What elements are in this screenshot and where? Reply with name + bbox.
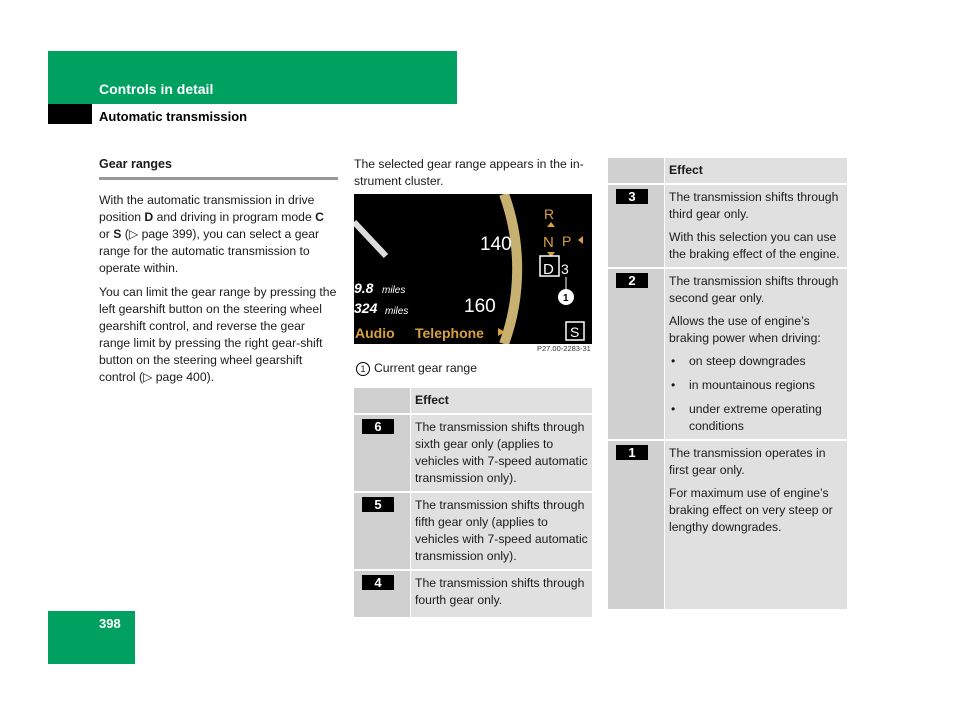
section-subtitle: Automatic transmission: [99, 109, 248, 124]
table-row: [608, 184, 847, 268]
miles-unit-1: miles: [382, 285, 406, 296]
mode-s: S: [570, 324, 580, 340]
effect-text: The transmission shifts through second gear only.: [669, 274, 839, 305]
table-row: [354, 570, 592, 617]
speed-140: 140: [480, 234, 512, 255]
table-header-effect: Effect: [411, 388, 593, 414]
effect-text: The transmission shifts through third gear only.: [669, 190, 839, 221]
page-number: 398: [99, 616, 121, 631]
table-header-row: [354, 388, 592, 414]
miles-value-1: 9.8: [354, 280, 374, 296]
gear-key-1: 1: [616, 445, 648, 460]
audio-label: Audio: [355, 325, 395, 341]
miles-unit-2: miles: [385, 306, 409, 317]
table-cell-effect: [665, 184, 848, 268]
speed-160: 160: [464, 296, 496, 317]
gear-table-1: [354, 388, 592, 617]
middle-intro: [354, 156, 592, 190]
gear-d: D: [543, 261, 554, 278]
effect-text: With this selection you can use the braking effect of the engine.: [669, 230, 840, 261]
gear-key-6: 6: [362, 419, 394, 434]
paragraph-limit: You can limit the gear range by pressing the left gearshift button on the steering wheel gearshift control, and reverse the gear range limit by pressing the right gear-shift button on the steering wheel gearshift control (▷ page 400).: [99, 285, 337, 384]
intro-text: The selected gear range appears in the in-strument cluster.: [354, 157, 584, 188]
table-header-row: [608, 158, 847, 184]
gear-3: 3: [561, 261, 569, 277]
gear-p: P: [562, 233, 572, 249]
effect-text: Allows the use of engine’s braking power when driving:: [669, 314, 821, 345]
gauge-arc: [504, 194, 517, 344]
list-item: • in mountainous regions: [669, 377, 843, 394]
gear-key-2: 2: [616, 273, 648, 288]
table-row: [354, 414, 592, 492]
gauge-needle: [354, 222, 386, 256]
gear-p-arrow-icon: [578, 236, 583, 244]
gear-key-4: 4: [362, 575, 394, 590]
left-column: [99, 156, 338, 393]
miles-value-2: 324: [354, 300, 378, 316]
table-cell-effect: The transmission shifts through fourth gear only.: [411, 570, 593, 617]
table-cell-effect: [665, 268, 848, 440]
table-cell-effect: The transmission shifts through sixth gear only (applies to vehicles with 7-speed automatic transmission only).: [411, 414, 593, 492]
list-item: • under extreme operating conditions: [669, 401, 843, 435]
instrument-cluster-image: [354, 194, 592, 344]
page-number-box: [48, 611, 135, 664]
effect-text: The transmission operates in first gear only.: [669, 446, 826, 477]
section-marker: [48, 104, 92, 124]
section-heading: Gear ranges: [99, 156, 338, 180]
table-row: [608, 268, 847, 440]
list-item: • on steep downgrades: [669, 353, 843, 370]
chapter-title: Controls in detail: [99, 81, 214, 97]
gear-key-5: 5: [362, 497, 394, 512]
gear-table-2: [608, 158, 847, 609]
table-row: [608, 440, 847, 609]
bullet-list: [669, 353, 843, 435]
table-cell-effect: [665, 440, 848, 609]
gear-key-3: 3: [616, 189, 648, 204]
callout-legend: [356, 361, 477, 376]
table-cell-effect: The transmission shifts through fifth gear only (applies to vehicles with 7-speed automatic transmission only).: [411, 492, 593, 570]
gear-r: R: [544, 206, 555, 222]
callout-text: Current gear range: [374, 361, 477, 375]
table-header-effect: Effect: [665, 158, 848, 184]
telephone-label: Telephone: [415, 325, 484, 341]
effect-text: For maximum use of engine’s braking effect on very steep or lengthy downgrades.: [669, 486, 833, 534]
callout-number-icon: 1: [356, 362, 370, 376]
table-row: [354, 492, 592, 570]
callout-marker-number: 1: [563, 293, 569, 304]
paragraph-gear-ranges: With the automatic transmission in drive position D and driving in program mode C or S (▷ page 399), you can select a gear range for the automatic transmission to operate within.: [99, 193, 324, 275]
image-code: P27.00-2283-31: [537, 344, 591, 353]
gear-up-arrow-icon: [547, 222, 555, 227]
gear-n: N: [543, 234, 554, 251]
